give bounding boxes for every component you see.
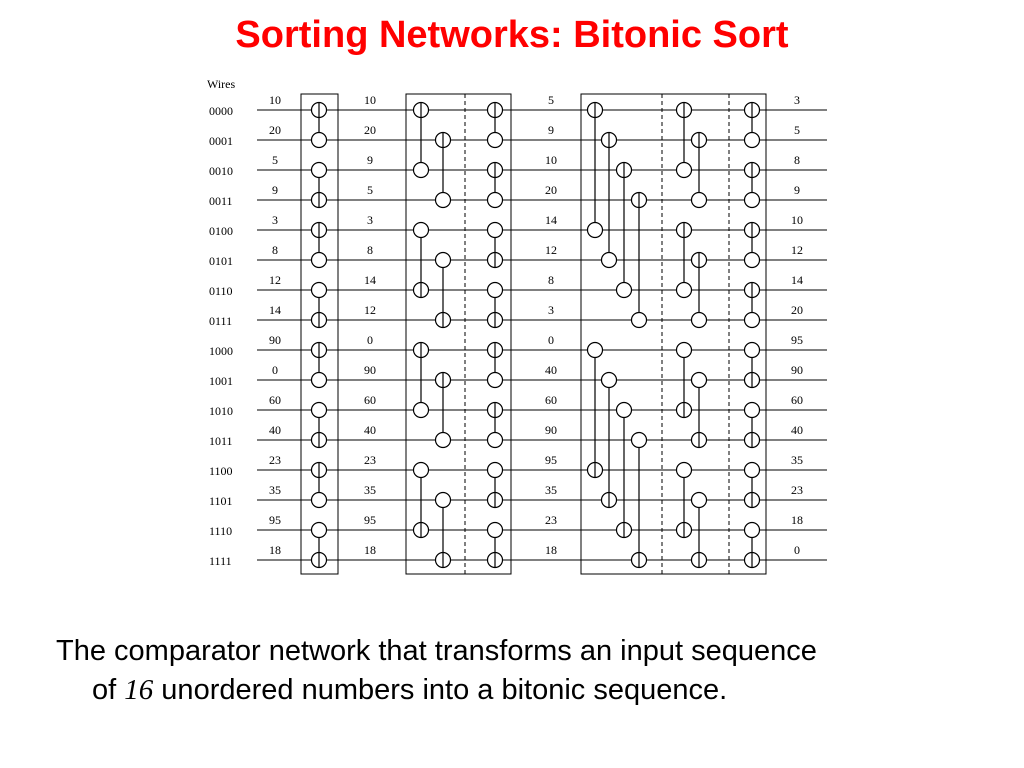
wire-value: 3 [548, 303, 554, 317]
caption-line-2 [56, 671, 986, 710]
wire-value: 5 [272, 153, 278, 167]
comparator-minus-node [312, 523, 327, 538]
comparator-minus-node [677, 463, 692, 478]
wire-value: 20 [791, 303, 803, 317]
wire-value: 0 [794, 543, 800, 557]
comparator-minus-node [414, 163, 429, 178]
comparator-minus-node [488, 283, 503, 298]
wire-value: 40 [364, 423, 376, 437]
wire-label: 0001 [209, 134, 233, 148]
wire-value: 40 [791, 423, 803, 437]
wire-value: 9 [367, 153, 373, 167]
wire-label: 1111 [209, 554, 232, 568]
comparator-minus-node [617, 283, 632, 298]
wire-value: 0 [272, 363, 278, 377]
comparator-minus-node [588, 343, 603, 358]
caption-line-2-prefix: of [92, 674, 125, 706]
wire-value: 35 [269, 483, 281, 497]
wire-label: 1011 [209, 434, 233, 448]
comparator-minus-node [414, 463, 429, 478]
comparator-minus-node [692, 373, 707, 388]
comparator-minus-node [588, 223, 603, 238]
comparator-minus-node [745, 193, 760, 208]
comparator-minus-node [488, 373, 503, 388]
comparator-minus-node [692, 313, 707, 328]
wire-value: 9 [794, 183, 800, 197]
wire-value: 18 [364, 543, 376, 557]
wire-label: 1110 [209, 524, 233, 538]
wire-label: 1100 [209, 464, 233, 478]
comparator-minus-node [312, 373, 327, 388]
wire-label: 1101 [209, 494, 233, 508]
wire-label: 0101 [209, 254, 233, 268]
wire-value: 8 [272, 243, 278, 257]
comparator-minus-node [312, 253, 327, 268]
comparator-minus-node [436, 253, 451, 268]
wire-value: 10 [269, 93, 281, 107]
comparator-minus-node [745, 523, 760, 538]
wire-value: 9 [272, 183, 278, 197]
wire-value: 12 [791, 243, 803, 257]
wire-value: 8 [367, 243, 373, 257]
wire-value: 40 [269, 423, 281, 437]
wire-value: 20 [545, 183, 557, 197]
wire-value: 35 [364, 483, 376, 497]
comparator-minus-node [632, 313, 647, 328]
wire-label: 0000 [209, 104, 233, 118]
wire-value: 18 [269, 543, 281, 557]
comparator-minus-node [745, 253, 760, 268]
wire-value: 23 [545, 513, 557, 527]
comparator-minus-node [632, 433, 647, 448]
wire-value: 95 [545, 453, 557, 467]
wire-value: 60 [791, 393, 803, 407]
wire-value: 5 [794, 123, 800, 137]
wire-value: 14 [545, 213, 557, 227]
comparator-minus-node [745, 133, 760, 148]
comparator-minus-node [312, 493, 327, 508]
comparator-minus-node [745, 403, 760, 418]
comparator-minus-node [488, 223, 503, 238]
comparator-minus-node [312, 133, 327, 148]
comparator-minus-node [312, 283, 327, 298]
wire-value: 3 [272, 213, 278, 227]
comparator-minus-node [677, 283, 692, 298]
wire-value: 12 [545, 243, 557, 257]
caption-line-2-suffix: unordered numbers into a bitonic sequence. [153, 674, 728, 706]
wire-value: 10 [545, 153, 557, 167]
comparator-minus-node [745, 313, 760, 328]
wires-header: Wires [207, 77, 236, 91]
caption-line-1: The comparator network that transforms an input sequence [56, 635, 817, 667]
comparator-minus-node [602, 253, 617, 268]
comparator-minus-node [488, 433, 503, 448]
wire-label: 0111 [209, 314, 233, 328]
wire-value: 60 [364, 393, 376, 407]
wire-value: 8 [794, 153, 800, 167]
wire-value: 8 [548, 273, 554, 287]
wire-value: 9 [548, 123, 554, 137]
comparator-minus-node [692, 493, 707, 508]
wire-label: 1010 [209, 404, 233, 418]
wire-label: 0010 [209, 164, 233, 178]
comparator-minus-node [602, 373, 617, 388]
wire-label: 1001 [209, 374, 233, 388]
wire-value: 20 [364, 123, 376, 137]
wire-value: 35 [791, 453, 803, 467]
wire-value: 95 [364, 513, 376, 527]
wire-value: 90 [269, 333, 281, 347]
wire-value: 90 [364, 363, 376, 377]
caption [56, 632, 986, 710]
slide-title: Sorting Networks: Bitonic Sort [235, 14, 789, 56]
wire-value: 3 [794, 93, 800, 107]
wire-value: 14 [791, 273, 803, 287]
comparator-minus-node [436, 493, 451, 508]
comparator-minus-node [677, 163, 692, 178]
wire-label: 0011 [209, 194, 233, 208]
wire-value: 18 [545, 543, 557, 557]
wire-value: 95 [269, 513, 281, 527]
comparator-minus-node [312, 163, 327, 178]
wire-value: 60 [269, 393, 281, 407]
wire-value: 14 [364, 273, 376, 287]
sorting-network-diagram [195, 74, 845, 584]
wire-value: 5 [548, 93, 554, 107]
comparator-minus-node [488, 193, 503, 208]
wire-value: 10 [791, 213, 803, 227]
wire-label: 1000 [209, 344, 233, 358]
comparator-minus-node [692, 193, 707, 208]
wire-value: 23 [364, 453, 376, 467]
comparator-minus-node [677, 343, 692, 358]
wire-value: 5 [367, 183, 373, 197]
comparator-minus-node [745, 463, 760, 478]
wire-value: 14 [269, 303, 281, 317]
wire-value: 0 [548, 333, 554, 347]
wire-value: 23 [791, 483, 803, 497]
caption-number: 16 [124, 674, 154, 706]
comparator-minus-node [488, 463, 503, 478]
wire-value: 12 [269, 273, 281, 287]
wire-value: 18 [791, 513, 803, 527]
wire-label: 0100 [209, 224, 233, 238]
wire-value: 12 [364, 303, 376, 317]
wire-value: 10 [364, 93, 376, 107]
wire-label: 0110 [209, 284, 233, 298]
wire-value: 0 [367, 333, 373, 347]
wire-value: 23 [269, 453, 281, 467]
wire-value: 95 [791, 333, 803, 347]
comparator-minus-node [414, 223, 429, 238]
comparator-minus-node [617, 403, 632, 418]
wire-value: 60 [545, 393, 557, 407]
comparator-minus-node [312, 403, 327, 418]
wire-value: 35 [545, 483, 557, 497]
wire-value: 3 [367, 213, 373, 227]
comparator-minus-node [488, 523, 503, 538]
comparator-minus-node [488, 133, 503, 148]
wire-value: 20 [269, 123, 281, 137]
comparator-minus-node [745, 343, 760, 358]
comparator-minus-node [436, 433, 451, 448]
comparator-minus-node [436, 193, 451, 208]
comparator-minus-node [414, 403, 429, 418]
wire-value: 40 [545, 363, 557, 377]
wire-value: 90 [545, 423, 557, 437]
wire-value: 90 [791, 363, 803, 377]
